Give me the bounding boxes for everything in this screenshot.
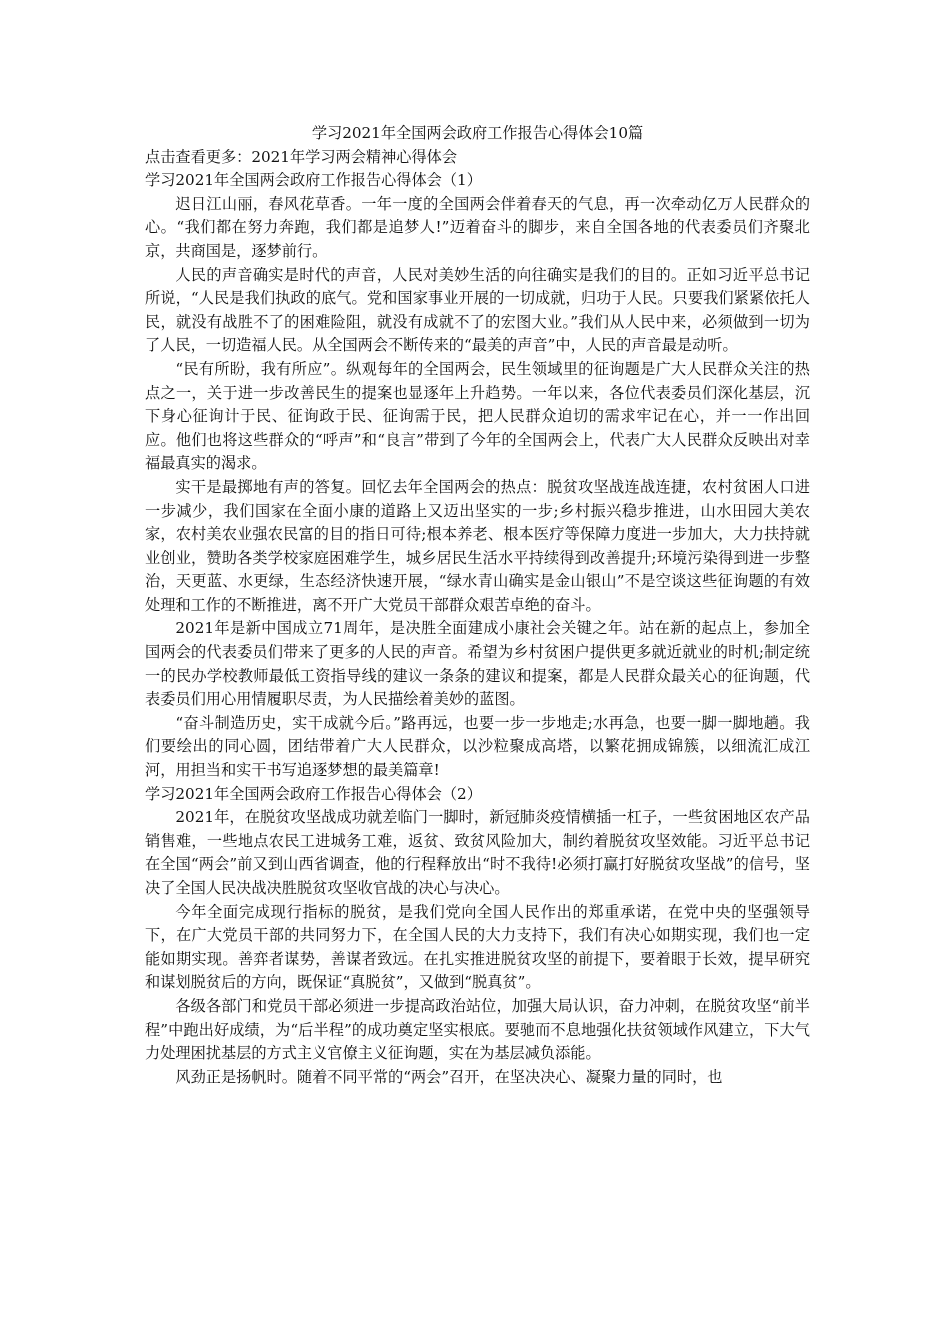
section-2-paragraph-2: 今年全面完成现行指标的脱贫，是我们党向全国人民作出的郑重承诺，在党中央的坚强领导下，在广大党员干部的共同努力下，在全国人民的大力支持下，我们有决心如期实现，我们也一定能如期实现。善弈者谋势，善谋者致远。在扎实推进脱贫攻坚的前提下，要着眼于长效，提早研究和谋划脱贫后的方向，既保证“真脱贫”，又做到“脱真贫”。: [145, 902, 810, 992]
document-body: [145, 122, 810, 1089]
section-1-heading: 学习2021年全国两会政府工作报告心得体会（1）: [145, 171, 482, 190]
section-2-paragraph-1: 2021年，在脱贫攻坚战成功就差临门一脚时，新冠肺炎疫情横插一杠子，一些贫困地区农产品销售难，一些地点农民工进城务工难，返贫、致贫风险加大，制约着脱贫攻坚效能。习近平总书记在全国“两会”前又到山西省调查，他的行程释放出“时不我待!必须打赢打好脱贫攻坚战”的信号，坚决了全国人民决战决胜脱贫攻坚收官战的决心与决心。: [145, 808, 810, 897]
section-1-paragraph-1: 迟日江山丽，春风花草香。一年一度的全国两会伴着春天的气息，再一次牵动亿万人民群众的心。“我们都在努力奔跑，我们都是追梦人!”迈着奋斗的脚步，来自全国各地的代表委员们齐聚北京，共商国是，逐梦前行。: [145, 194, 810, 260]
section-1-paragraph-4: 实干是最掷地有声的答复。回忆去年全国两会的热点：脱贫攻坚战连战连捷，农村贫困人口进一步减少，我们国家在全面小康的道路上又迈出坚实的一步;乡村振兴稳步推进，山水田园大美农家，农村美农业强农民富的目的指日可待;根本养老、根本医疗等保障力度进一步加大，大力扶持就业创业，赞助各类学校家庭困难学生，城乡居民生活水平持续得到改善提升;环境污染得到进一步整治，天更蓝、水更绿，生态经济快速开展，“绿水青山确实是金山银山”不是空谈这些征询题的有效处理和工作的不断推进，离不开广大党员干部群众艰苦卓绝的奋斗。: [145, 477, 810, 614]
section-2-paragraph-3: 各级各部门和党员干部必须进一步提高政治站位，加强大局认识，奋力冲刺，在脱贫攻坚“前半程”中跑出好成绩，为“后半程”的成功奠定坚实根底。要驰而不息地强化扶贫领域作风建立，下大气力处理困扰基层的方式主义官僚主义征询题，实在为基层减负添能。: [145, 996, 810, 1063]
section-1-paragraph-2: 人民的声音确实是时代的声音，人民对美妙生活的向往确实是我们的目的。正如习近平总书记所说，“人民是我们执政的底气。党和国家事业开展的一切成就，归功于人民。只要我们紧紧依托人民，就没有战胜不了的困难险阻，就没有成就不了的宏图大业。”我们从人民中来，必须做到一切为了人民，一切造福人民。从全国两会不断传来的“最美的声音”中，人民的声音最是动听。: [145, 265, 810, 355]
section-2-heading: 学习2021年全国两会政府工作报告心得体会（2）: [145, 784, 482, 803]
document-title: 学习2021年全国两会政府工作报告心得体会10篇: [311, 124, 644, 142]
section-1-paragraph-5: 2021年是新中国成立71周年，是决胜全面建成小康社会关键之年。站在新的起点上，参加全国两会的代表委员们带来了更多的人民的声音。希望为乡村贫困户提供更多就近就业的时机;制定统一的民办学校教师最低工资指导线的建议一条条的建议和提案，都是人民群众最关心的征询题，代表委员们用心用情履职尽责，为人民描绘着美妙的蓝图。: [145, 619, 810, 709]
more-link[interactable]: 点击查看更多：2021年学习两会精神心得体会: [145, 147, 458, 166]
section-1-paragraph-6: “奋斗制造历史，实干成就今后。”路再远，也要一步一步地走;水再急，也要一脚一脚地趟。我们要绘出的同心圆，团结带着广大人民群众，以沙粒聚成高塔，以繁花拥成锦簇，以细流汇成江河，用担当和实干书写追逐梦想的最美篇章!: [145, 713, 810, 780]
section-2-paragraph-4: 风劲正是扬帆时。随着不同平常的“两会”召开，在坚决决心、凝聚力量的同时，也: [175, 1067, 723, 1086]
section-1-paragraph-3: “民有所盼，我有所应”。纵观每年的全国两会，民生领域里的征询题是广大人民群众关注的热点之一，关于进一步改善民生的提案也显逐年上升趋势。一年以来，各位代表委员们深化基层，沉下身心征询计于民、征询政于民、征询需于民，把人民群众迫切的需求牢记在心，并一一作出回应。他们也将这些群众的“呼声”和“良言”带到了今年的全国两会上，代表广大人民群众反映出对幸福最真实的渴求。: [145, 359, 810, 473]
